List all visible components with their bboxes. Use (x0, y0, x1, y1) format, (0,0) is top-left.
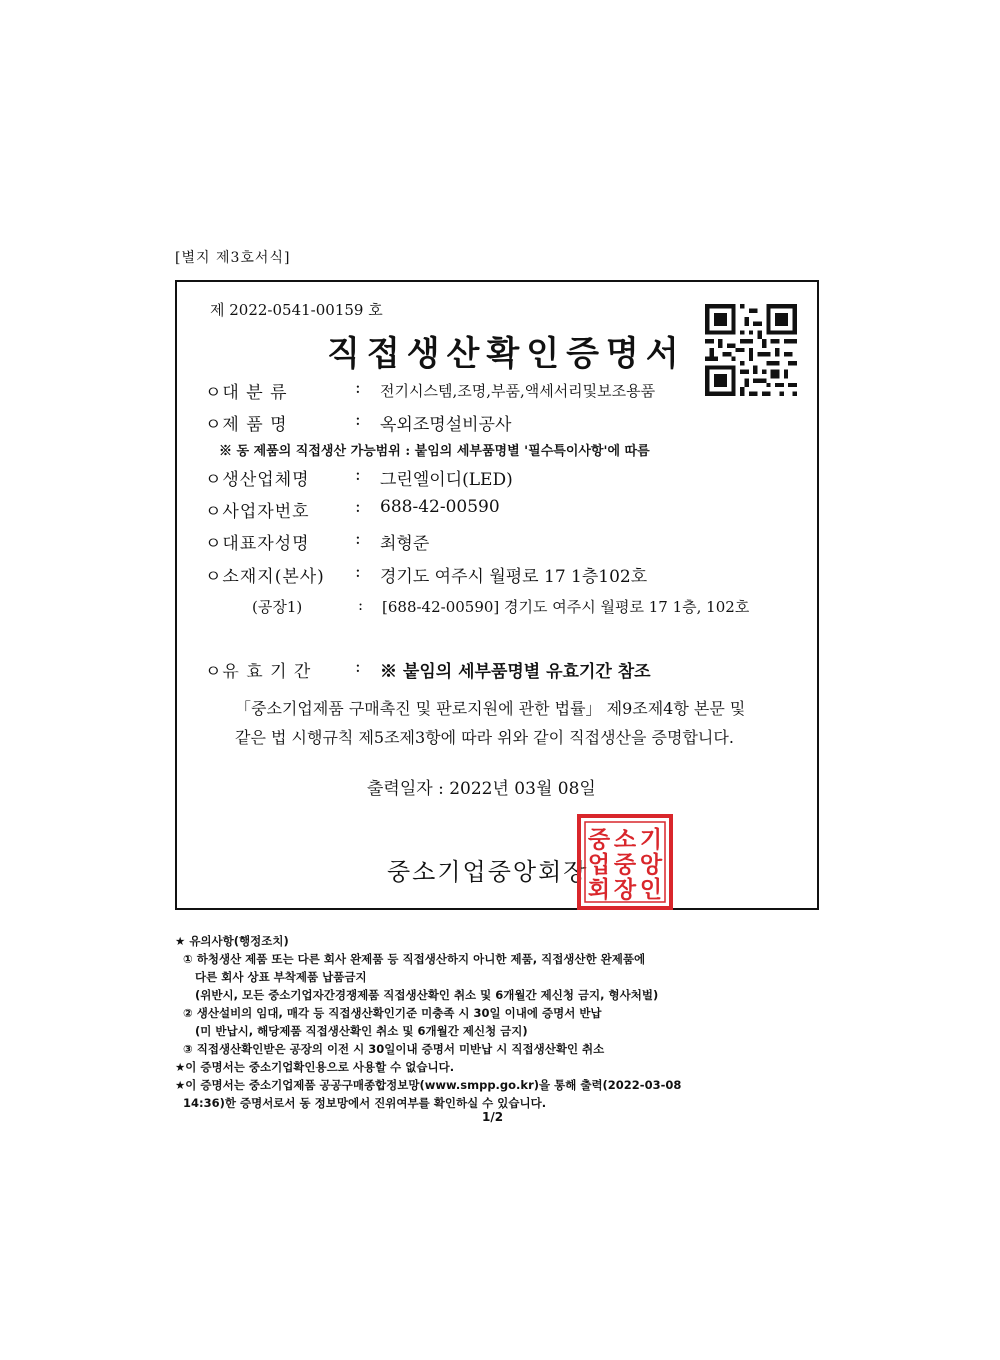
print-date: 출력일자 : 2022년 03월 08일 (367, 779, 596, 799)
row-label: ㅇ유 효 기 간 (205, 662, 312, 682)
row-colon: : (355, 657, 361, 677)
svg-text:소: 소 (613, 827, 637, 853)
scope-note: ※ 동 제품의 직접생산 가능범위 : 붙임의 세부품명별 '필수특이사항'에 따름 (219, 444, 650, 459)
row-value: ※ 붙임의 세부품명별 유효기간 참조 (380, 662, 651, 682)
note-line: ② 생산설비의 임대, 매각 등 직접생산확인기준 미충족 시 30일 이내에 증명서 반납 (175, 1006, 602, 1020)
row-label: ㅇ생산업체명 (205, 470, 310, 490)
row-colon: : (355, 378, 361, 398)
row-label: ㅇ사업자번호 (205, 502, 310, 522)
note-line: 14:36)한 증명서로서 동 정보망에서 진위여부를 확인하실 수 있습니다. (175, 1096, 547, 1110)
notes-section (175, 932, 835, 1112)
page-number: 1/2 (482, 1110, 504, 1124)
row-value: 전기시스템,조명,부품,액세서리및보조용품 (380, 382, 656, 400)
svg-text:장: 장 (613, 877, 637, 903)
svg-text:업: 업 (587, 852, 611, 878)
certificate-number: 제 2022-0541-00159 호 (210, 301, 383, 319)
qr-code-icon[interactable] (705, 304, 797, 396)
notes-heading: ★ 유의사항(행정조치) (175, 934, 289, 948)
row-colon: : (355, 410, 361, 430)
certificate-box (175, 280, 819, 910)
factory-label: (공장1) (252, 598, 303, 616)
row-label: ㅇ대 분 류 (205, 383, 288, 403)
row-value: 경기도 여주시 월평로 17 1층102호 (380, 567, 648, 587)
note-line: (위반시, 모든 중소기업자간경쟁제품 직접생산확인 취소 및 6개월간 제신청 금지, 형사처벌) (175, 988, 659, 1002)
row-colon: : (355, 465, 361, 485)
note-line: ① 하청생산 제품 또는 다른 회사 완제품 등 직접생산하지 아니한 제품, 직접생산한 완제품에 (175, 952, 646, 966)
svg-text:중: 중 (587, 827, 611, 853)
law-statement-line1: 「중소기업제품 구매촉진 및 판로지원에 관한 법률」 제9조제4항 본문 및 (235, 699, 746, 718)
factory-value: [688-42-00590] 경기도 여주시 월평로 17 1층, 102호 (382, 598, 750, 616)
note-line: (미 반납시, 해당제품 직접생산확인 취소 및 6개월간 제신청 금지) (175, 1024, 528, 1038)
note-line: ③ 직접생산확인받은 공장의 이전 시 30일이내 증명서 미반납 시 직접생산확인 취소 (175, 1042, 605, 1056)
note-line: 다른 회사 상표 부착제품 납품금지 (175, 970, 367, 984)
row-label: ㅇ대표자성명 (205, 534, 310, 554)
factory-colon: : (358, 596, 364, 614)
row-label: ㅇ소재지(본사) (205, 567, 325, 587)
form-label: [별지 제3호서식] (175, 250, 291, 266)
svg-text:기: 기 (639, 827, 663, 853)
svg-text:앙: 앙 (639, 852, 663, 878)
svg-text:회: 회 (587, 877, 611, 903)
svg-text:중: 중 (613, 852, 637, 878)
row-colon: : (355, 562, 361, 582)
row-value: 최형준 (380, 534, 430, 554)
official-seal-icon (577, 814, 673, 910)
row-colon: : (355, 497, 361, 517)
issuer-name: 중소기업중앙회장 (387, 858, 589, 886)
certificate-title: 직접생산확인증명서 (327, 334, 686, 374)
row-label: ㅇ제 품 명 (205, 415, 288, 435)
row-value: 옥외조명설비공사 (380, 415, 512, 435)
row-value: 그린엘이디(LED) (380, 470, 513, 490)
law-statement-line2: 같은 법 시행규칙 제5조제3항에 따라 위와 같이 직접생산을 증명합니다. (235, 728, 734, 747)
note-line: ★이 증명서는 중소기업제품 공공구매종합정보망(www.smpp.go.kr)을 통해 출력(2022-03-08 (175, 1078, 682, 1092)
row-value: 688-42-00590 (380, 497, 500, 517)
row-colon: : (355, 529, 361, 549)
svg-text:인: 인 (639, 877, 663, 903)
note-line: ★이 증명서는 중소기업확인용으로 사용할 수 없습니다. (175, 1060, 455, 1074)
